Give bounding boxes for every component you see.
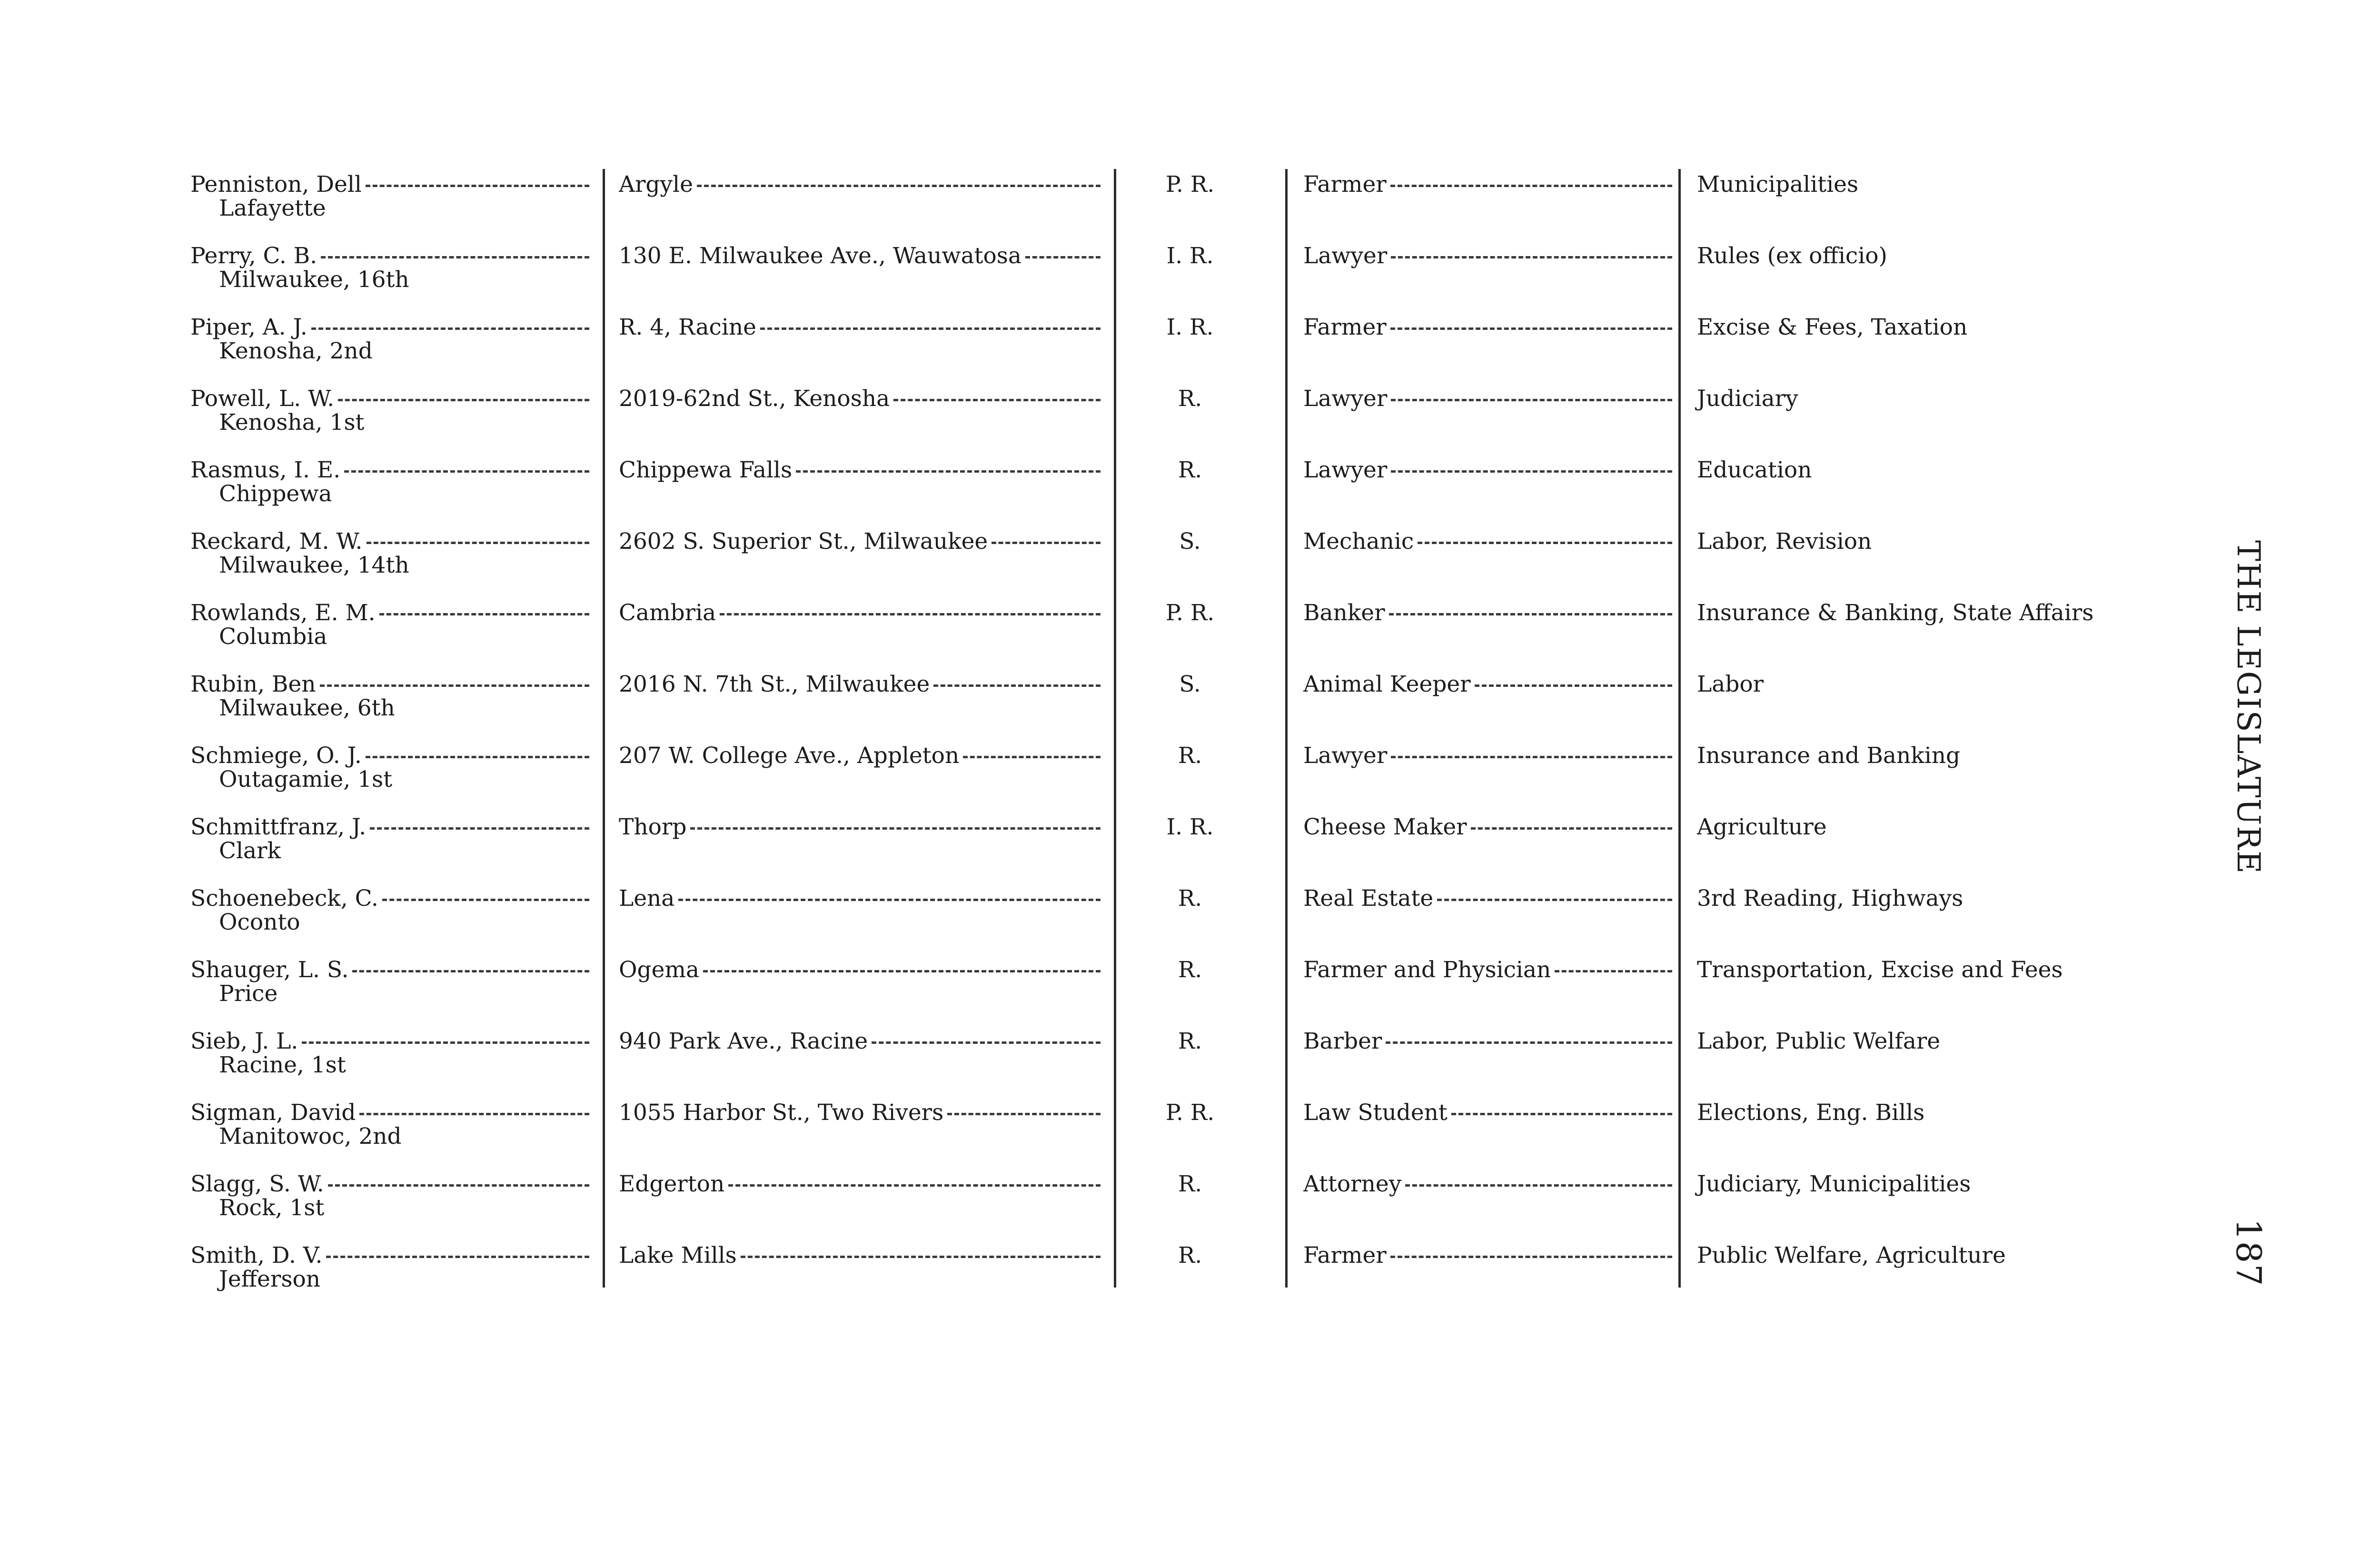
leader-dots [382,899,589,901]
member-party: I. R. [1166,314,1214,340]
member-party: R. [1178,1242,1202,1269]
member-occupation-cell [1303,1243,1672,1268]
leader-dots [1471,827,1672,830]
leader-dots [728,1184,1101,1187]
member-committees: Municipalities [1697,171,1859,198]
member-occupation: Animal Keeper [1303,672,1471,697]
member-name-cell [190,458,589,483]
member-name-cell [190,815,589,840]
member-address-cell [619,386,1101,411]
leader-dots [872,1041,1101,1044]
leader-dots [366,756,589,758]
member-occupation: Farmer [1303,172,1387,197]
member-address-cell [619,601,1101,625]
member-party: S. [1179,528,1201,555]
leader-dots [328,1184,589,1187]
member-name: Shauger, L. S. [190,958,349,982]
member-district: Columbia [219,624,327,650]
member-district: Chippewa [219,481,332,507]
member-occupation-cell [1303,1100,1672,1125]
member-address: Ogema [619,958,700,982]
member-address: Argyle [619,172,693,197]
member-name-cell [190,315,589,340]
page-number: 187 [2229,1219,2269,1287]
member-address-cell [619,1029,1101,1054]
member-occupation-cell [1303,458,1672,483]
table-row [0,1100,2380,1172]
member-name: Penniston, Dell [190,172,362,197]
member-name-cell [190,529,589,554]
leader-dots [1386,1041,1672,1044]
leader-dots [1390,185,1672,187]
member-name-cell [190,1172,589,1197]
member-party: I. R. [1166,243,1214,269]
table-row [0,886,2380,958]
member-address: 130 E. Milwaukee Ave., Wauwatosa [619,244,1021,268]
member-occupation-cell [1303,743,1672,768]
member-occupation-cell [1303,601,1672,625]
member-committees: Insurance & Banking, State Affairs [1697,600,2094,626]
member-name: Schmittfranz, J. [190,815,367,840]
member-district: Racine, 1st [219,1052,346,1078]
leader-dots [352,970,589,972]
member-name: Piper, A. J. [190,315,307,340]
member-address-cell [619,1100,1101,1125]
member-committees: Elections, Eng. Bills [1697,1100,1925,1126]
member-address: R. 4, Racine [619,315,756,340]
member-occupation-cell [1303,529,1672,554]
member-address-cell [619,743,1101,768]
member-committees: Judiciary [1697,386,1798,412]
table-row [0,529,2380,601]
member-party: P. R. [1165,600,1215,626]
member-address-cell [619,958,1101,982]
table-row [0,386,2380,458]
leader-dots [963,756,1101,758]
member-name-cell [190,172,589,197]
member-name-cell [190,1100,589,1125]
leader-dots [1475,684,1672,687]
member-name-cell [190,1029,589,1054]
member-name-cell [190,672,589,697]
member-occupation: Barber [1303,1029,1382,1054]
table-row [0,244,2380,315]
member-occupation-cell [1303,172,1672,197]
leader-dots [1391,399,1672,401]
member-address-cell [619,886,1101,911]
member-address: 2602 S. Superior St., Milwaukee [619,529,988,554]
member-address: 2019-62nd St., Kenosha [619,386,890,411]
member-name: Sieb, J. L. [190,1029,298,1054]
leader-dots [1418,542,1672,544]
member-party: S. [1179,671,1201,697]
leader-dots [326,1256,589,1258]
member-name: Perry, C. B. [190,244,317,268]
leader-dots [344,470,589,473]
table-row [0,315,2380,386]
leader-dots [1391,470,1672,473]
member-occupation: Banker [1303,601,1385,625]
member-occupation: Mechanic [1303,529,1414,554]
leader-dots [379,613,589,615]
leader-dots [760,327,1101,330]
member-name: Schoenebeck, C. [190,886,378,911]
member-address: Cambria [619,601,716,625]
member-district: Rock, 1st [219,1195,325,1221]
member-occupation: Lawyer [1303,386,1388,411]
leader-dots [370,827,589,830]
member-address: 2016 N. 7th St., Milwaukee [619,672,930,697]
member-district: Oconto [219,909,300,935]
member-occupation-cell [1303,672,1672,697]
member-occupation: Farmer and Physician [1303,958,1551,982]
leader-dots [320,684,589,687]
leader-dots [1025,256,1101,258]
leader-dots [992,542,1101,544]
table-row [0,1029,2380,1100]
member-committees: Agriculture [1697,814,1827,840]
member-address-cell [619,1172,1101,1197]
leader-dots [796,470,1101,473]
member-name-cell [190,601,589,625]
member-committees: Excise & Fees, Taxation [1697,314,1968,340]
leader-dots [1405,1184,1672,1187]
table-row [0,601,2380,672]
member-party: R. [1178,743,1202,769]
member-occupation: Farmer [1303,315,1387,340]
member-address: Lena [619,886,675,911]
member-name: Rowlands, E. M. [190,601,376,625]
member-party: R. [1178,1171,1202,1197]
member-address: 207 W. College Ave., Appleton [619,743,960,768]
member-occupation: Attorney [1303,1172,1402,1197]
member-occupation: Law Student [1303,1100,1448,1125]
leader-dots [893,399,1101,401]
member-committees: Public Welfare, Agriculture [1697,1242,2006,1269]
table-row [0,458,2380,529]
member-address-cell [619,458,1101,483]
leader-dots [741,1256,1101,1258]
member-committees: 3rd Reading, Highways [1697,885,1964,912]
leader-dots [1390,327,1672,330]
table-row [0,672,2380,743]
member-address: 940 Park Ave., Racine [619,1029,868,1054]
member-name-cell [190,386,589,411]
member-address-cell [619,244,1101,268]
member-committees: Judiciary, Municipalities [1697,1171,1971,1197]
table-row [0,815,2380,886]
member-address: Edgerton [619,1172,725,1197]
leader-dots [1451,1113,1672,1115]
member-name: Sigman, David [190,1100,356,1125]
member-party: R. [1178,885,1202,912]
member-party: R. [1178,457,1202,483]
table-row [0,172,2380,244]
member-occupation: Real Estate [1303,886,1434,911]
member-name: Rasmus, I. E. [190,458,341,483]
running-title: THE LEGISLATURE [2230,540,2267,875]
member-address: Lake Mills [619,1243,737,1268]
member-party: P. R. [1165,171,1215,198]
member-occupation-cell [1303,244,1672,268]
member-occupation-cell [1303,958,1672,982]
member-district: Manitowoc, 2nd [219,1123,402,1150]
table-row [0,1243,2380,1315]
member-name: Smith, D. V. [190,1243,323,1268]
member-name: Powell, L. W. [190,386,335,411]
member-district: Jefferson [219,1266,321,1292]
member-name-cell [190,743,589,768]
leader-dots [703,970,1101,972]
member-name: Slagg, S. W. [190,1172,324,1197]
member-address-cell [619,529,1101,554]
table-row [0,1172,2380,1243]
leader-dots [933,684,1101,687]
leader-dots [311,327,589,330]
member-committees: Labor [1697,671,1764,697]
member-district: Milwaukee, 16th [219,267,409,293]
member-committees: Transportation, Excise and Fees [1697,957,2063,983]
member-party: R. [1178,957,1202,983]
member-occupation-cell [1303,386,1672,411]
member-occupation: Lawyer [1303,458,1388,483]
member-occupation-cell [1303,886,1672,911]
member-district: Price [219,981,278,1007]
member-address-cell [619,1243,1101,1268]
member-committees: Rules (ex officio) [1697,243,1887,269]
table-row [0,958,2380,1029]
member-party: I. R. [1166,814,1214,840]
member-name: Reckard, M. W. [190,529,363,554]
member-district: Milwaukee, 14th [219,552,409,578]
member-occupation-cell [1303,1029,1672,1054]
member-party: R. [1178,386,1202,412]
member-occupation: Lawyer [1303,244,1388,268]
table-row [0,743,2380,815]
member-name-cell [190,244,589,268]
member-occupation: Cheese Maker [1303,815,1467,840]
member-name: Schmiege, O. J. [190,743,362,768]
member-address-cell [619,172,1101,197]
member-name-cell [190,886,589,911]
member-committees: Labor, Public Welfare [1697,1028,1941,1054]
leader-dots [367,542,590,544]
leader-dots [366,185,589,187]
leader-dots [1390,1256,1672,1258]
leader-dots [338,399,589,401]
member-address-cell [619,815,1101,840]
member-address-cell [619,672,1101,697]
member-name-cell [190,958,589,982]
member-address: Chippewa Falls [619,458,793,483]
leader-dots [690,827,1101,830]
member-occupation: Farmer [1303,1243,1387,1268]
leader-dots [1555,970,1672,972]
member-address-cell [619,315,1101,340]
member-occupation-cell [1303,815,1672,840]
member-committees: Insurance and Banking [1697,743,1961,769]
member-district: Lafayette [219,195,326,221]
leader-dots [1437,899,1672,901]
member-name-cell [190,1243,589,1268]
leader-dots [697,185,1101,187]
member-district: Kenosha, 2nd [219,338,373,364]
member-district: Outagamie, 1st [219,766,393,793]
leader-dots [302,1041,589,1044]
member-address: 1055 Harbor St., Two Rivers [619,1100,944,1125]
member-district: Milwaukee, 6th [219,695,395,721]
member-committees: Labor, Revision [1697,528,1872,555]
member-occupation-cell [1303,1172,1672,1197]
leader-dots [1389,613,1672,615]
leader-dots [359,1113,589,1115]
leader-dots [1391,256,1672,258]
member-district: Kenosha, 1st [219,409,365,436]
leader-dots [1391,756,1672,758]
member-party: R. [1178,1028,1202,1054]
member-party: P. R. [1165,1100,1215,1126]
leader-dots [321,256,589,258]
member-name: Rubin, Ben [190,672,316,697]
member-address: Thorp [619,815,687,840]
leader-dots [947,1113,1101,1115]
member-occupation-cell [1303,315,1672,340]
leader-dots [720,613,1101,615]
member-committees: Education [1697,457,1812,483]
member-occupation: Lawyer [1303,743,1388,768]
member-district: Clark [219,838,281,864]
leader-dots [678,899,1101,901]
